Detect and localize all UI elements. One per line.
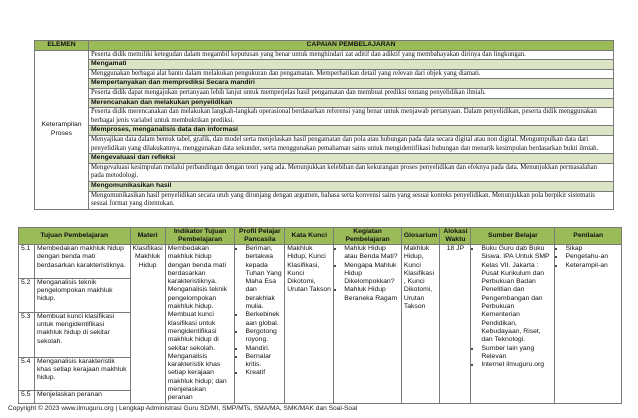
tujuan-number: 5.1	[19, 245, 35, 279]
sumber-cell	[471, 245, 555, 404]
kegiatan-cell	[334, 245, 402, 404]
profil-item: • Beriman, bertakwa kepada Tuhan Yang Maha Esa dan berakhlak mulia.	[245, 245, 282, 311]
kegiatan-item: • Mengapa Mahluk Hidup Dikelompokkan?	[344, 262, 399, 287]
header-sumber: Sumber Belajar	[471, 228, 555, 245]
kata-kunci-cell: Makhluk Hidup, Kunci Klasifikasi, Kunci Dikotomi, Urutan Takson	[285, 245, 334, 404]
section-title: Merencanakan dan melakukan penyelidikan	[89, 98, 614, 108]
section-text: Mengevaluasi kesimpulan melalui perbandingan dengan teori yang ada. Menunjukkan kelebihan dan kekurangan proses penyelidikan dan efeknya pada data. Menunjukkan permasalahan pada metodologi.	[89, 163, 614, 181]
header-profil: Profil Pelajar Pancasila	[235, 228, 285, 245]
indikator-item: Menganalisis karakteristik khas setiap kerajaan makhluk hidup; dan	[167, 352, 227, 385]
indikator-cell	[165, 245, 235, 404]
header-tujuan: Tujuan Pembelajaran	[19, 228, 131, 245]
lesson-plan-table	[18, 227, 622, 404]
section-text: Peserta didik dapat mengajukan pertanyaan lebih lanjut untuk memperjelas hasil pengamatan dan membuat prediksi tentang penyelidikan ilmiah.	[89, 88, 614, 98]
penilaian-cell	[555, 245, 622, 404]
section-title: Mengevaluasi dan refleksi	[89, 154, 614, 164]
header-capaian-pembelajaran: CAPAIAN PEMBELAJARAN	[89, 41, 614, 51]
penilaian-item: • Keterampil-an	[565, 262, 619, 270]
indikator-item: Membedakan makhluk hidup dengan benda mati berdasarkan karakteristiknya.	[167, 245, 226, 286]
kegiatan-item: • Mahluk Hidup atau Benda Mati?	[344, 245, 399, 262]
tujuan-text: Menganalisis karakteristik khas setiap kerajaan makhluk hidup.	[34, 357, 130, 391]
header-alokasi: Alokasi Waktu	[440, 228, 471, 245]
tujuan-number: 5.3	[19, 312, 35, 357]
penilaian-item: • Pengetahu-an	[565, 253, 619, 261]
profil-item: • Berkebinek aan global.	[245, 311, 282, 328]
header-kegiatan: Kegiatan Pembelajaran	[334, 228, 402, 245]
section-title: Mengamati	[89, 60, 614, 70]
tujuan-number: 5.5	[19, 391, 35, 403]
tujuan-text: Menjelaskan peranan	[34, 391, 130, 403]
element-name: Keterampilan Proses	[35, 50, 89, 209]
tujuan-number: 5.4	[19, 357, 35, 391]
section-text: Peserta didik merencanakan dan melakukan langkah-langkah operasional berdasarkan referensi yang benar untuk menjawab pertanyaan. Dalam penyelidikan, peserta didik menggunakan berbagai jenis variabel untuk membuktikan prediksi.	[89, 108, 614, 126]
section-text: Mengomunikasikan hasil penyelidikan secara utuh yang ditunjang dengan argumen, bahasa serta konvensi sains yang sesuai konteks penyelidikan. Menunjukkan pola berpikir sistematis sesuai format yang ditentukan.	[89, 191, 614, 209]
cp-intro: Peserta didik memiliki ketegudan dalam megambil keputusan yang benar untuk menghindari zat aditif dan adiktif yang membahayakan dirinya dan lingkungan.	[89, 50, 614, 60]
indikator-item: Membuat kunci klasifikasi untuk mengidentifikasi makhluk hidup di sekitar sekolah.	[167, 311, 219, 352]
profil-item: • Bergotong royong.	[245, 328, 282, 345]
section-title: Mengomunikasikan hasil	[89, 181, 614, 191]
header-materi: Materi	[130, 228, 165, 245]
sumber-item: • Internet ilmuguru.org	[481, 361, 552, 369]
section-title: Memproses, menganalisis data dan informasi	[89, 126, 614, 136]
materi-cell: Klasifikasi Makhluk Hidup	[130, 245, 165, 404]
capaian-pembelajaran-table	[34, 40, 614, 210]
profil-cell	[235, 245, 285, 404]
alokasi-cell: 18 JP	[440, 245, 471, 404]
sumber-item: • Sumber lain yang Relevan	[481, 345, 552, 362]
glosarium-cell: Makhluk Hidup, Kunci Klasifikasi , Kunci Dikotomi, Urutan Takson	[401, 245, 440, 404]
table-row	[19, 245, 622, 279]
header-kata-kunci: Kata Kunci	[285, 228, 334, 245]
rpp-header-row	[19, 228, 622, 245]
header-indikator: Indikator Tujuan Pembelajaran	[165, 228, 235, 245]
profil-item: • Bernalar kritis.	[245, 353, 282, 370]
section-text: Menyajikan data dalam bentuk tabel, grafik, dan model serta menjelaskan hasil pengamatan dan pola atau hubungan pada data secara digital atau non digital. Mengumpulkan data dari penyelidikan yang dilakukannya, menggunakan data sekunder, serta menggunakan pemahaman sains untuk mengidentifikasi hubungan dan menarik kesimpulan berdasarkan bukti ilmiah.	[89, 135, 614, 153]
section-title: Mempertanyakan dan memprediksi Secara mandiri	[89, 79, 614, 89]
sumber-item: • Buku Guru dab Buku Siswa. IPA Untuk SMP Kelas VII. Jakarta : Pusat Kurikulum dan Perbukuan Badan Penelitian dan Pengembangan dan Perbukuan Kementerian Pendidikan, Kebudayaan, Riset, dan Teknologi.	[481, 245, 552, 345]
header-glosarium: Glosarium	[401, 228, 440, 245]
profil-item: • Mandiri.	[245, 345, 282, 353]
tujuan-number: 5.2	[19, 278, 35, 312]
header-elemen: ELEMEN	[35, 41, 89, 51]
profil-item: • Kreatif	[245, 369, 282, 377]
indikator-item: Menganalisis teknik pengelompokan makhluk hidup.	[167, 286, 228, 311]
copyright-footer: Copyright © 2023 www.ilmuguru.org | Lengkap Administrasi Guru SD/MI, SMP/MTs, SMA/MA, SMK/MAK dan Soal-Soal	[8, 405, 358, 412]
tujuan-text: Membuat kunci klasifikasi untuk mengidentifikasi makhluk hidup di sekitar sekolah.	[34, 312, 130, 357]
kegiatan-item: • Mahluk Hidup Beraneka Ragam	[344, 286, 399, 303]
tujuan-text: Membedakan makhluk hidup dengan benda mati berdasarkan karakteristiknya.	[34, 245, 130, 279]
penilaian-item: • Sikap	[565, 245, 619, 253]
section-text: Menggunakan berbagai alat bantu dalam melakukan pengukuran dan pengamatan. Memperhatikan detail yang relevan dari objek yang diamati.	[89, 69, 614, 79]
header-penilaian: Penilaian	[555, 228, 622, 245]
tujuan-text: Menganalisis teknik pengelompokan makhluk hidup.	[34, 278, 130, 312]
cp-header-row	[35, 41, 614, 51]
indikator-item: menjelaskan peranan	[167, 386, 206, 402]
